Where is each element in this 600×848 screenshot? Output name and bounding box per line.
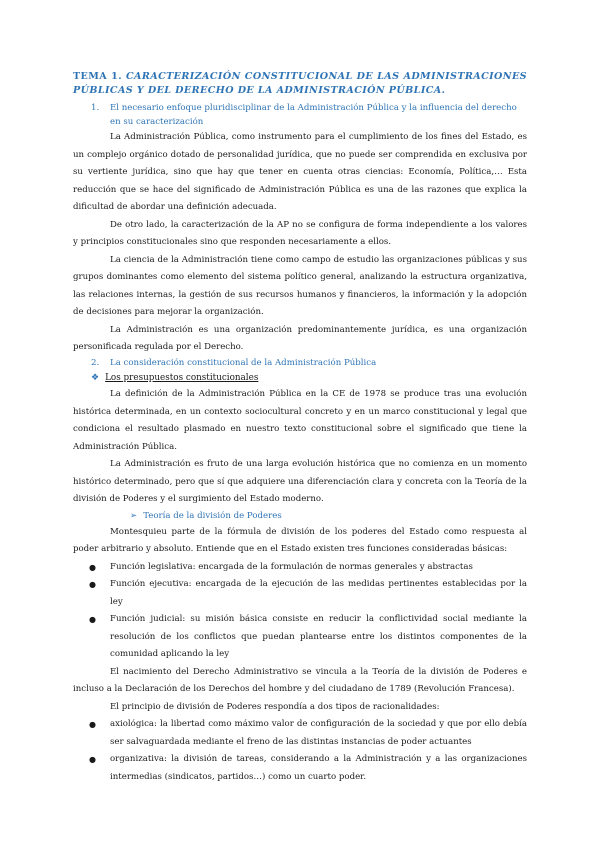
subsubsection-heading [73,509,527,524]
paragraph: La ciencia de la Administración tiene como campo de estudio las organizaciones públicas y sus grupos dominantes como elemento del sistema político general, analizando la estructura organizativa, las relaciones internas, la gestión de sus recursos humanos y financieros, la información y la adopción de decisiones para mejorar la organización. [73,254,527,317]
section-number: 2. [91,357,100,368]
bullet-dot-icon: ● [89,580,96,589]
list-item-text: organizativa: la división de tareas, considerando a la Administración y a las organizaciones intermedias (sindicatos, partidos…) como un cuarto poder. [110,754,527,782]
bullet-dot-icon: ● [89,562,96,572]
list-item [73,611,527,664]
title-tema: TEMA 1. [73,71,122,82]
list-item-text: Función legislativa: encargada de la formulación de normas generales y abstractas [110,561,473,572]
section-title: La consideración constitucional de la Administración Pública [110,357,377,368]
list-item [73,751,527,786]
bullet-dot-icon: ● [89,615,96,624]
paragraph: La Administración Pública, como instrumento para el cumplimiento de los fines del Estado, es un complejo orgánico dotado de personalidad jurídica, que no puede ser comprendida en exclusiva por su vertiente jurídica, sino que hay que tener en cuenta otras ciencias: Economía, Política,… Esta reducción que se hace del significado de Administración Pública es una de las razones que explica la dificultad de abordar una definición adecuada. [73,132,527,212]
paragraph: De otro lado, la caracterización de la AP no se configura de forma independiente a los valores y principios constitucionales sino que responden necesariamente a ellos. [73,219,527,247]
diamond-bullet-icon: ❖ [91,373,100,383]
list-item-text: Función judicial: su misión básica consiste en reducir la conflictividad social mediante la resolución de los conflictos que puedan plantearse entre los distintos componentes de la comunidad aplicando la ley [110,614,527,659]
subsection-heading [73,370,527,386]
paragraph: El nacimiento del Derecho Administrativo se vincula a la Teoría de la división de Poderes e incluso a la Declaración de los Derechos del hombre y del ciudadano de 1789 (Revolución Francesa). [73,666,527,694]
title-text: CARACTERIZACIÓN CONSTITUCIONAL DE LAS ADMINISTRACIONES PÚBLICAS Y DEL DERECHO DE LA ADMINISTRACIÓN PÚBLICA. [73,71,527,96]
subsubsection-title: Teoría de la división de Poderes [143,510,282,521]
paragraph: La Administración es una organización predominantemente jurídica, es una organización personificada regulada por el Derecho. [73,324,527,352]
section-number: 1. [91,103,100,113]
bullet-dot-icon: ● [89,755,96,764]
list-item [73,576,527,611]
list-item-text: axiológica: la libertad como máximo valor de configuración de la sociedad y que por ello debía ser salvaguardada mediante el freno de las distintas instancias de poder actuantes [110,719,527,747]
paragraph: Montesquieu parte de la fórmula de división de los poderes del Estado como respuesta al poder arbitrario y absoluto. Entiende que en el Estado existen tres funciones consideradas básicas: [73,526,527,554]
paragraph: La definición de la Administración Pública en la CE de 1978 se produce tras una evolución histórica determinada, en un contexto sociocultural concreto y en un marco constitucional y legal que condiciona el resultado plasmado en nuestro texto constitucional sobre el significado que tiene la Administración Pública. [73,389,527,452]
arrow-bullet-icon: ➢ [130,510,138,521]
bullet-dot-icon: ● [89,720,96,729]
list-item-text: Función ejecutiva: encargada de la ejecución de las medidas pertinentes establecidas por la ley [110,579,527,607]
paragraph: La Administración es fruto de una larga evolución histórica que no comienza en un momento histórico determinado, pero que sí que adquiere una diferenciación clara y concreta con la Teoría de la división de Poderes y el surgimiento del Estado moderno. [73,459,527,504]
list-item [73,559,527,577]
section-title: El necesario enfoque pluridisciplinar de la Administración Pública y la influencia del derecho en su caracterización [110,103,517,127]
document-title [73,70,527,98]
subsection-title: Los presupuestos constitucionales [105,373,259,383]
section-heading-1 [73,102,527,129]
paragraph: El principio de división de Poderes respondía a dos tipos de racionalidades: [110,701,440,712]
functions-list [73,559,527,664]
list-item [73,716,527,751]
section-heading-2 [73,357,527,371]
rationalities-list [73,716,527,786]
